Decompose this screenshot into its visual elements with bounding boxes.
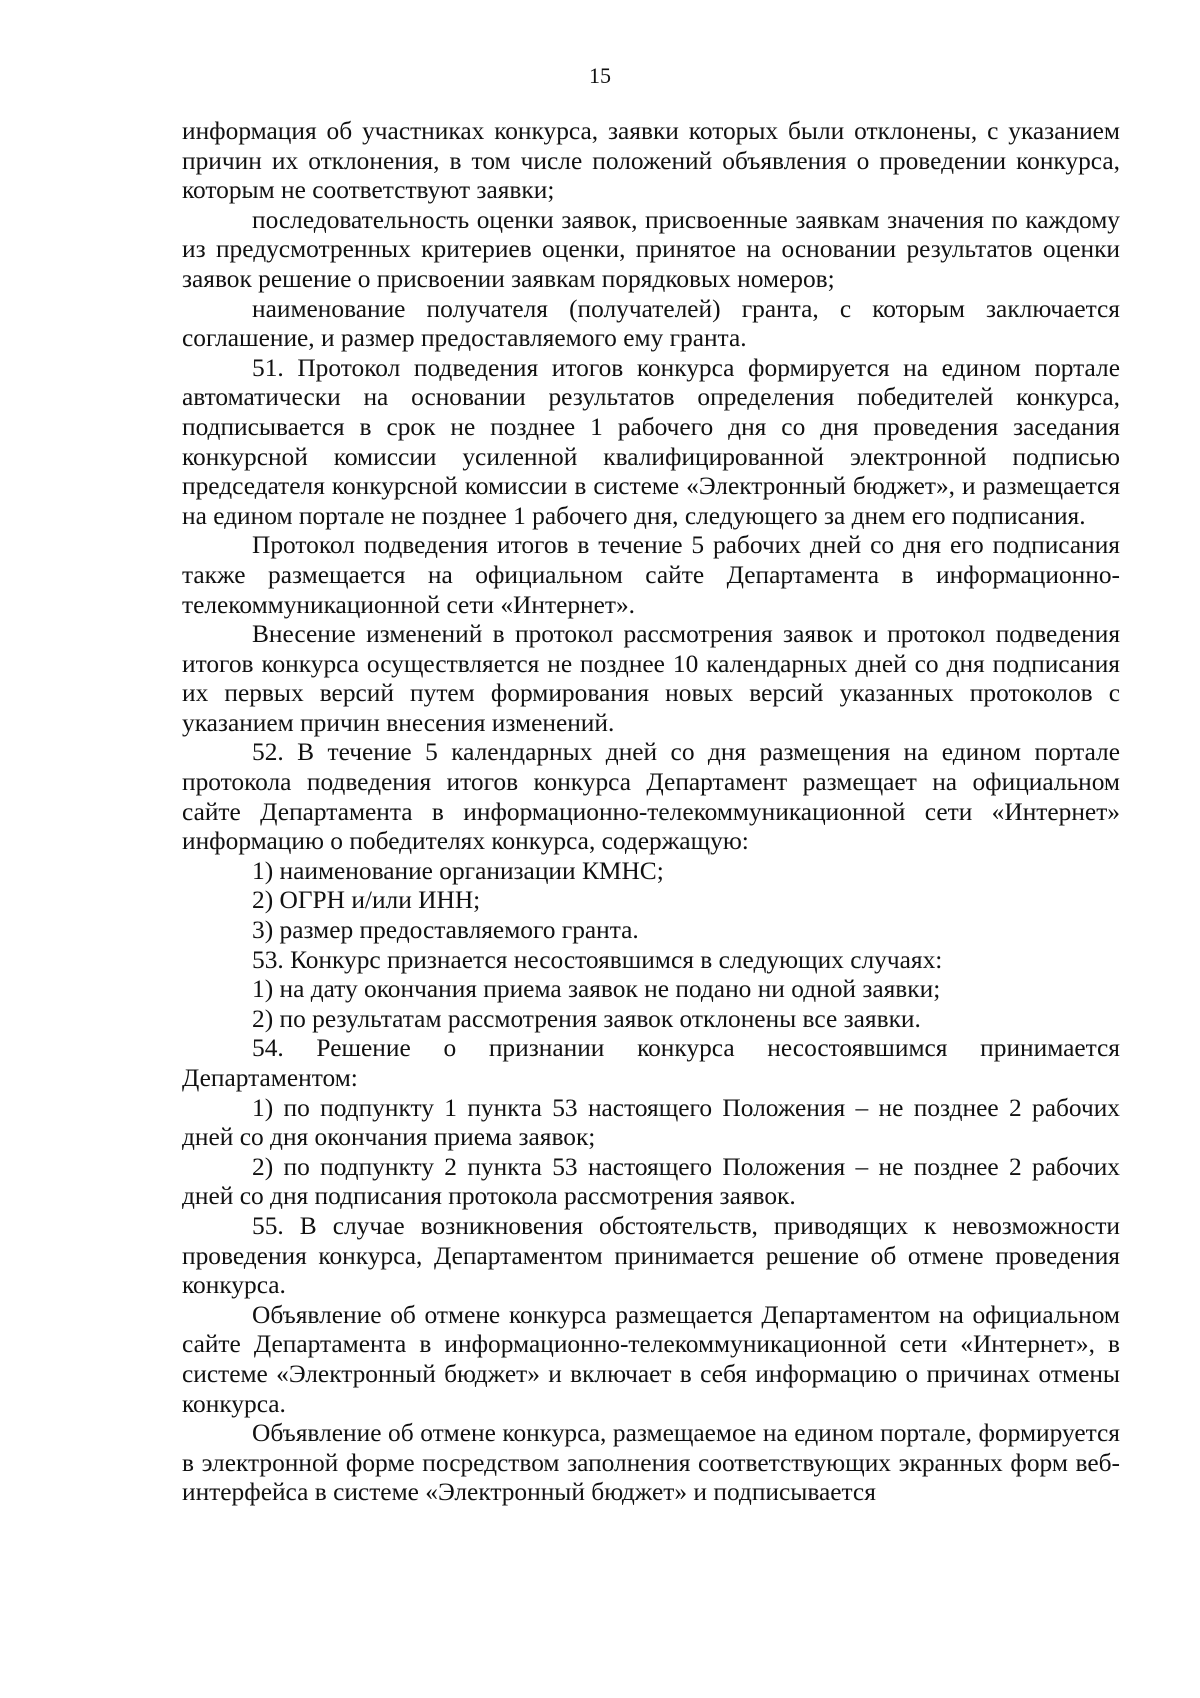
page-number: 15	[589, 63, 611, 88]
paragraph-51: 51. Протокол подведения итогов конкурса формируется на едином портале автоматически на основании результатов определения победителей конкурса, подписывается в срок не позднее 1 рабочего дня со дня проведения заседания конкурсной комиссии усиленной квалифицированной электронной подписью председателя конкурсной комиссии в системе «Электронный бюджет», и размещается на едином портале не позднее 1 рабочего дня, следующего за днем его подписания.	[182, 353, 1120, 530]
paragraph-52: 52. В течение 5 календарных дней со дня размещения на едином портале протокола подведения итогов конкурса Департамент размещает на официальном сайте Департамента в информационно-телекоммуникационной сети «Интернет» информацию о победителях конкурса, содержащую:	[182, 738, 1120, 856]
paragraph-52-item-2: 2) ОГРН и/или ИНН;	[252, 886, 481, 915]
paragraph-52-item-3: 3) размер предоставляемого гранта.	[252, 916, 639, 945]
paragraph-55-portal-announcement: Объявление об отмене конкурса, размещаемое на едином портале, формируется в электронной форме посредством заполнения соответствующих экранных форм веб-интерфейса в системе «Электронный бюджет» и подписывается	[182, 1419, 1120, 1507]
paragraph-53: 53. Конкурс признается несостоявшимся в следующих случаях:	[252, 945, 943, 974]
document-body	[182, 117, 1120, 1508]
paragraph-53-item-1: 1) на дату окончания приема заявок не подано ни одной заявки;	[252, 975, 941, 1004]
paragraph-55-announcement: Объявление об отмене конкурса размещается Департаментом на официальном сайте Департамента в информационно-телекоммуникационной сети «Интернет», в системе «Электронный бюджет» и включает в себя информацию о причинах отмены конкурса.	[182, 1300, 1120, 1418]
paragraph-51-publication: Протокол подведения итогов в течение 5 рабочих дней со дня его подписания также размещается на официальном сайте Департамента в информационно-телекоммуникационной сети «Интернет».	[182, 531, 1120, 619]
paragraph-grant-recipient: наименование получателя (получателей) гранта, с которым заключается соглашение, и размер предоставляемого ему гранта.	[182, 294, 1120, 353]
paragraph-evaluation-sequence: последовательность оценки заявок, присвоенные заявкам значения по каждому из предусмотренных критериев оценки, принятое на основании результатов оценки заявок решение о присвоении заявкам порядковых номеров;	[182, 205, 1120, 293]
paragraph-54-item-1: 1) по подпункту 1 пункта 53 настоящего Положения – не позднее 2 рабочих дней со дня окончания приема заявок;	[182, 1093, 1120, 1152]
paragraph-53-item-2: 2) по результатам рассмотрения заявок отклонены все заявки.	[252, 1004, 921, 1033]
paragraph-55: 55. В случае возникновения обстоятельств, приводящих к невозможности проведения конкурса, Департаментом принимается решение об отмене проведения конкурса.	[182, 1211, 1120, 1300]
paragraph-54-item-2: 2) по подпункту 2 пункта 53 настоящего Положения – не позднее 2 рабочих дней со дня подписания протокола рассмотрения заявок.	[182, 1152, 1120, 1211]
paragraph-rejected-participants: информация об участниках конкурса, заявки которых были отклонены, с указанием причин их отклонения, в том числе положений объявления о проведении конкурса, которым не соответствуют заявки;	[182, 117, 1120, 205]
paragraph-54: 54. Решение о признании конкурса несостоявшимся принимается Департаментом:	[182, 1034, 1120, 1092]
paragraph-51-amendments: Внесение изменений в протокол рассмотрения заявок и протокол подведения итогов конкурса осуществляется не позднее 10 календарных дней со дня подписания их первых версий путем формирования новых версий указанных протоколов с указанием причин внесения изменений.	[182, 620, 1120, 737]
paragraph-52-item-1: 1) наименование организации КМНС;	[252, 856, 664, 885]
